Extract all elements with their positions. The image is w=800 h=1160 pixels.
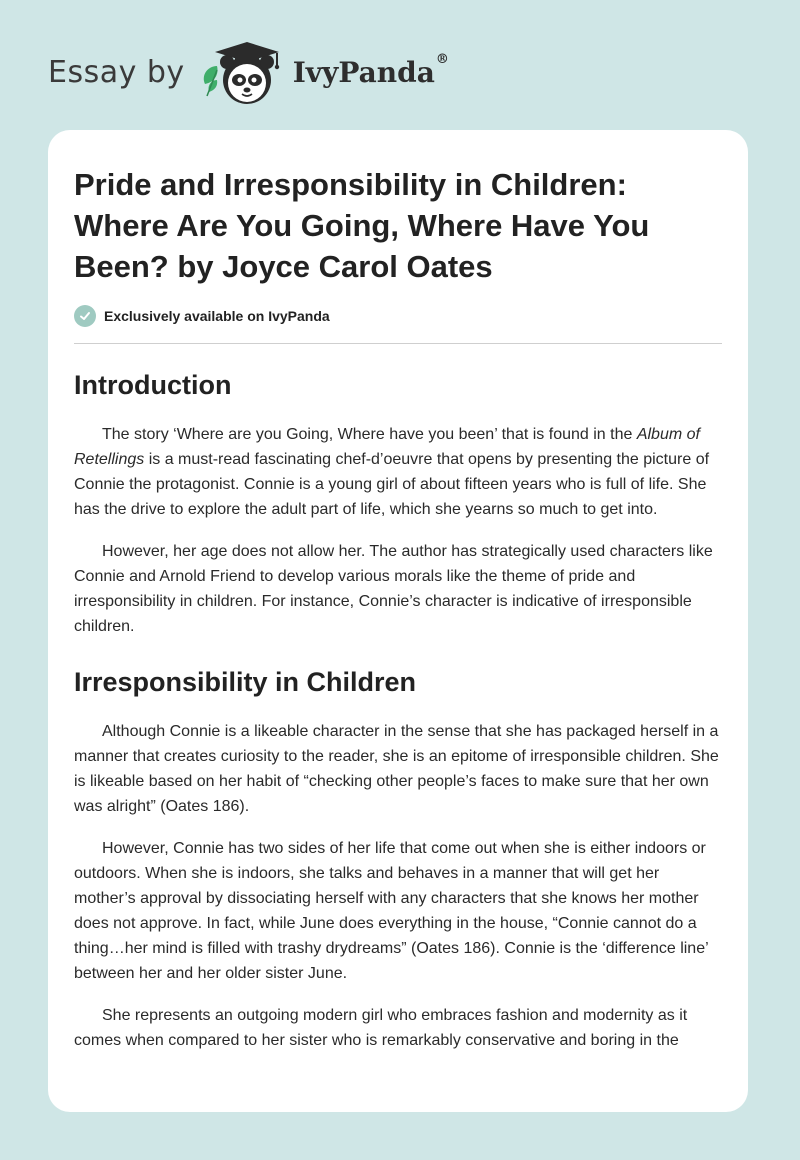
brand-prefix: Essay by <box>48 54 185 90</box>
paragraph: Although Connie is a likeable character in the sense that she has packaged herself in a manner that creates curiosity to the reader, she is an epitome of irresponsible children. She is likeable based on her habit of “checking other people’s faces to make sure that her own was alright” (Oates 186). <box>74 723 719 815</box>
paragraph: The story ‘Where are you Going, Where have you been’ that is found in the Album of Retellings is a must-read fascinating chef-d’oeuvre that opens by presenting the picture of Connie the protagonist. Connie is a young girl of about fifteen years who is full of life. She has the drive to explore the adult part of life, which she yearns so much to get into. <box>74 426 710 518</box>
essay-title: Pride and Irresponsibility in Children: Where Are You Going, Where Have You Been? by Joyce Carol Oates <box>74 167 650 284</box>
section-heading: Irresponsibility in Children <box>74 667 417 697</box>
panda-graduate-icon <box>199 36 289 108</box>
exclusive-badge <box>74 305 722 327</box>
section-irresponsibility <box>74 665 722 1053</box>
paragraph: She represents an outgoing modern girl who embraces fashion and modernity as it comes when compared to her sister who is remarkably conservative and boring in the <box>74 1007 688 1049</box>
divider <box>74 343 722 344</box>
essay-card <box>48 130 748 1112</box>
section-introduction <box>74 368 722 639</box>
brand-header <box>48 36 449 108</box>
brand-name[interactable]: IvyPanda® <box>292 51 449 89</box>
paragraph: However, Connie has two sides of her life that come out when she is either indoors or outdoors. When she is indoors, she talks and behaves in a manner that will get her mother’s approval by dissociating herself with any characters that she knows her mother does not approve. In fact, while June does everything in the house, “Connie cannot do a thing…her mind is filled with trashy drydreams” (Oates 186). Connie is the ‘difference line’ between her and her older sister June. <box>74 840 709 982</box>
paragraph: However, her age does not allow her. The author has strategically used characters like Connie and Arnold Friend to develop various morals like the theme of pride and irresponsibility in children. For instance, Connie’s character is indicative of irresponsible children. <box>74 543 713 635</box>
badge-text: Exclusively available on IvyPanda <box>104 308 330 324</box>
check-circle-icon <box>74 305 96 327</box>
section-heading: Introduction <box>74 370 232 400</box>
